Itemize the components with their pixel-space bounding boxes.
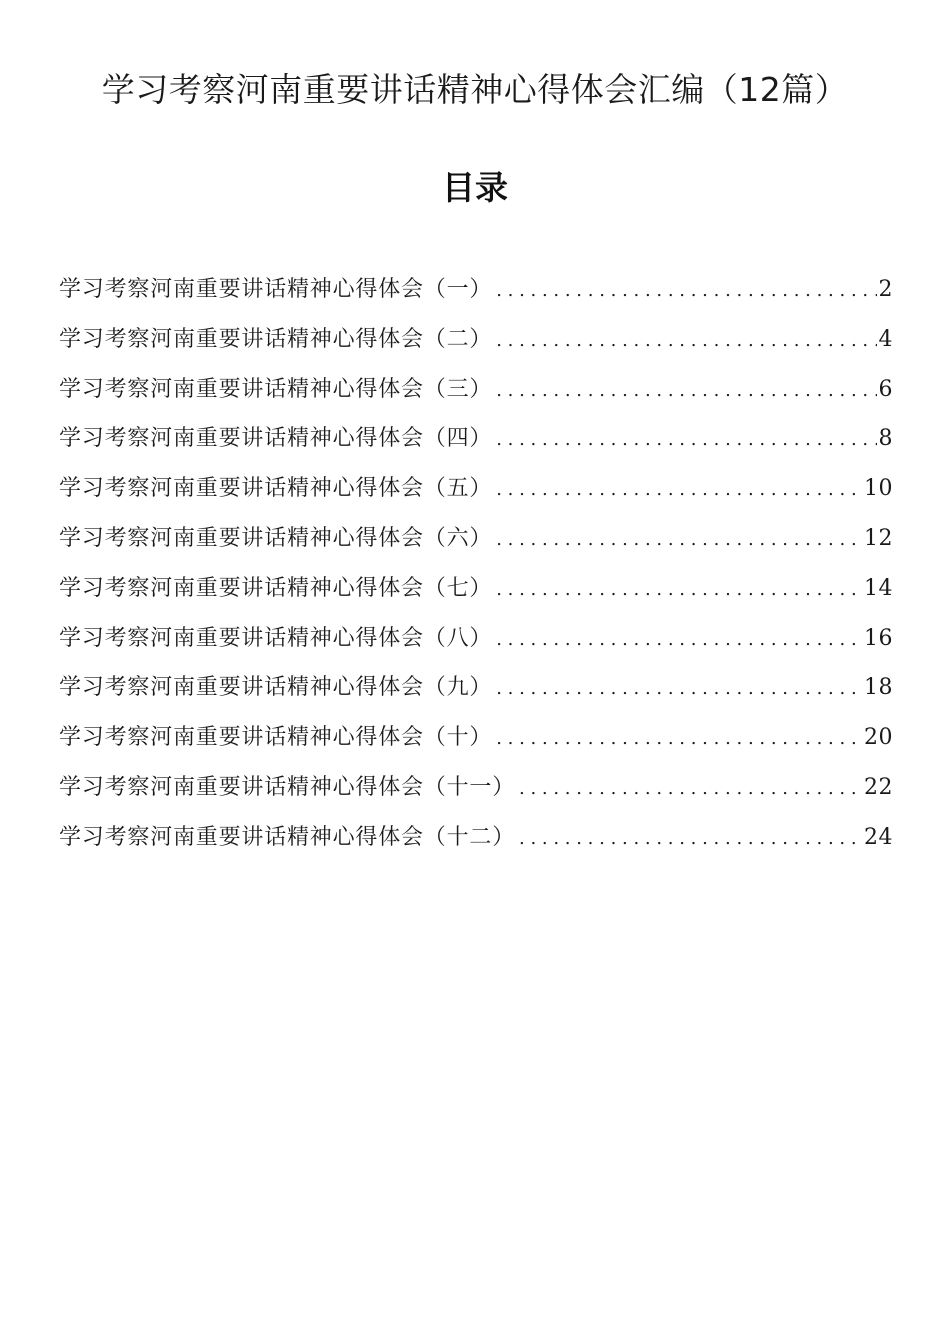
toc-dot-leader	[496, 316, 876, 366]
toc-entry-8[interactable]	[59, 614, 893, 664]
toc-entry-label: 学习考察河南重要讲话精神心得体会（三）	[59, 376, 493, 402]
toc-dot-leader	[519, 764, 862, 814]
toc-entry-7[interactable]	[59, 564, 893, 614]
toc-entry-4[interactable]	[59, 414, 893, 464]
toc-page-number: 10	[864, 476, 893, 502]
toc-entry-12[interactable]	[59, 813, 893, 863]
toc-entry-2[interactable]	[59, 315, 893, 365]
toc-page-number: 4	[878, 326, 893, 352]
toc-entry-label: 学习考察河南重要讲话精神心得体会（七）	[59, 575, 493, 601]
toc-page-number: 18	[864, 675, 893, 701]
toc-dot-leader	[496, 615, 862, 665]
table-of-contents	[59, 265, 893, 863]
document-title: 学习考察河南重要讲话精神心得体会汇编（12篇）	[101, 70, 849, 109]
toc-entry-5[interactable]	[59, 464, 893, 514]
toc-dot-leader	[519, 814, 862, 864]
toc-page-number: 12	[864, 525, 893, 551]
toc-entry-3[interactable]	[59, 365, 893, 415]
toc-entry-6[interactable]	[59, 514, 893, 564]
toc-heading: 目录	[442, 168, 508, 207]
toc-dot-leader	[496, 465, 862, 515]
toc-dot-leader	[496, 714, 862, 764]
toc-page-number: 8	[878, 426, 893, 452]
toc-entry-label: 学习考察河南重要讲话精神心得体会（九）	[59, 675, 493, 701]
toc-dot-leader	[496, 664, 862, 714]
toc-page-number: 16	[864, 625, 893, 651]
toc-page-number: 22	[864, 774, 893, 800]
toc-entry-label: 学习考察河南重要讲话精神心得体会（十二）	[59, 824, 516, 850]
toc-dot-leader	[496, 515, 862, 565]
toc-dot-leader	[496, 266, 876, 316]
toc-entry-label: 学习考察河南重要讲话精神心得体会（十）	[59, 725, 493, 751]
toc-dot-leader	[496, 415, 876, 465]
toc-dot-leader	[496, 565, 862, 615]
toc-page-number: 24	[864, 824, 893, 850]
toc-entry-label: 学习考察河南重要讲话精神心得体会（二）	[59, 326, 493, 352]
toc-page-number: 2	[878, 277, 893, 302]
toc-entry-label: 学习考察河南重要讲话精神心得体会（八）	[59, 625, 493, 651]
toc-page-number: 6	[878, 376, 893, 402]
toc-entry-label: 学习考察河南重要讲话精神心得体会（四）	[59, 426, 493, 452]
toc-entry-label: 学习考察河南重要讲话精神心得体会（五）	[59, 476, 493, 502]
toc-entry-1[interactable]	[59, 265, 893, 315]
toc-entry-label: 学习考察河南重要讲话精神心得体会（一）	[59, 277, 493, 302]
toc-page-number: 14	[864, 575, 893, 601]
toc-dot-leader	[496, 366, 876, 416]
toc-entry-9[interactable]	[59, 663, 893, 713]
toc-entry-label: 学习考察河南重要讲话精神心得体会（十一）	[59, 774, 516, 800]
toc-entry-label: 学习考察河南重要讲话精神心得体会（六）	[59, 525, 493, 551]
toc-page-number: 20	[864, 725, 893, 751]
toc-entry-11[interactable]	[59, 763, 893, 813]
toc-entry-10[interactable]	[59, 713, 893, 763]
